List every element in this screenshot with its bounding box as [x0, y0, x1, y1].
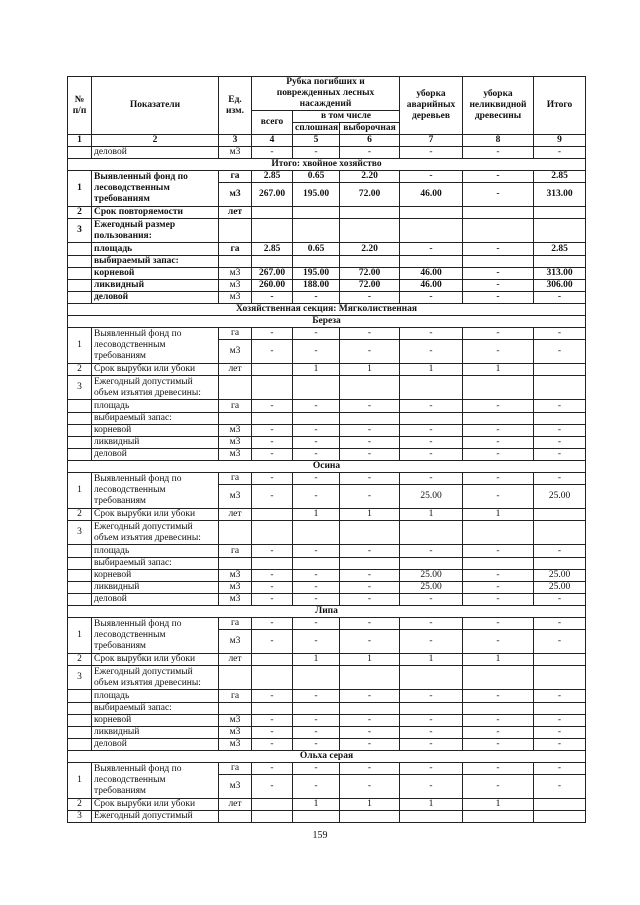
- header-total: Итого: [534, 77, 586, 135]
- table-row: 1 Выявленный фонд по лесоводственным требованиям га 2.85 0.65 2.20 - - 2.85: [68, 171, 586, 183]
- conifer-total-title: Итого: хвойное хозяйство: [68, 159, 586, 171]
- table-row: м3 - - - 25.00 - 25.00: [68, 485, 586, 509]
- table-row: ликвидный м3 260.00 188.00 72.00 46.00 - 306.00: [68, 280, 586, 292]
- forest-use-table: [67, 76, 586, 823]
- header-unit: Ед. изм.: [219, 77, 252, 135]
- table-row: м3 267.00 195.00 72.00 46.00 - 313.00: [68, 183, 586, 207]
- table-row: 2 Срок повторяемости лет: [68, 207, 586, 219]
- header-all: всего: [252, 111, 293, 135]
- header-illiquid-wood: уборка неликвидной древесины: [463, 77, 534, 135]
- table-row: 2 Срок вырубки или убоки лет 1 1 1 1: [68, 654, 586, 666]
- table-row: корневой м3 - - - - - -: [68, 715, 586, 727]
- page-number: 159: [312, 830, 328, 841]
- table-row: деловой м3 - - - - - -: [68, 147, 586, 159]
- table-row: площадь га - - - - - -: [68, 690, 586, 703]
- table-row: ликвидный м3 - - - 25.00 - 25.00: [68, 582, 586, 594]
- table-row: корневой м3 267.00 195.00 72.00 46.00 - 313.00: [68, 268, 586, 280]
- species-title: Ольха серая: [68, 751, 586, 763]
- table-row: 1 Выявленный фонд по лесоводственным требованиям га - - - - - -: [68, 763, 586, 775]
- header-including: в том числе: [293, 111, 400, 123]
- header-emergency-trees: уборка аварийных деревьев: [400, 77, 463, 135]
- table-row: выбираемый запас:: [68, 703, 586, 715]
- table-row: 3 Ежегодный размер пользования:: [68, 219, 586, 243]
- species-title: Осина: [68, 461, 586, 473]
- table-row: 3 Ежегодный допустимый объем изъятия древесины:: [68, 666, 586, 690]
- section-title: Хозяйственная секция: Мягколиственная: [68, 304, 586, 316]
- table-row: выбираемый запас:: [68, 256, 586, 268]
- header-number: № п/п: [68, 77, 92, 135]
- table-row: выбираемый запас:: [68, 413, 586, 425]
- table-row: деловой м3 - - - - - -: [68, 449, 586, 461]
- table-row: корневой м3 - - - 25.00 - 25.00: [68, 570, 586, 582]
- table-row: ликвидный м3 - - - - - -: [68, 727, 586, 739]
- species-title: Береза: [68, 316, 586, 328]
- table-row: деловой м3 - - - - - -: [68, 739, 586, 751]
- table-row: выбираемый запас:: [68, 558, 586, 570]
- table-row: площадь га - - - - - -: [68, 545, 586, 558]
- table-row: корневой м3 - - - - - -: [68, 425, 586, 437]
- table-row: 1 Выявленный фонд по лесоводственным требованиям га - - - - - -: [68, 618, 586, 630]
- table-row: м3 - - - - - -: [68, 340, 586, 364]
- table-row: 3 Ежегодный допустимый: [68, 811, 586, 823]
- header-clear-cut: сплошная: [293, 123, 340, 135]
- table-row: 2 Срок вырубки или убоки лет 1 1 1 1: [68, 364, 586, 376]
- table-row: 1 Выявленный фонд по лесоводственным требованиям га - - - - - -: [68, 328, 586, 340]
- table-row: деловой м3 - - - - - -: [68, 292, 586, 304]
- table-row: площадь га 2.85 0.65 2.20 - - 2.85: [68, 243, 586, 256]
- column-numbers-row: 1 2 3 4 5 6 7 8 9: [68, 135, 586, 147]
- table-row: деловой м3 - - - - - -: [68, 594, 586, 606]
- table-row: 3 Ежегодный допустимый объем изъятия древесины:: [68, 521, 586, 545]
- table-row: 1 Выявленный фонд по лесоводственным требованиям га - - - - - -: [68, 473, 586, 485]
- header-indicators: Показатели: [92, 77, 219, 135]
- header-selective: выборочная: [340, 123, 400, 135]
- table-row: м3 - - - - - -: [68, 630, 586, 654]
- table-row: 2 Срок вырубки или убоки лет 1 1 1 1: [68, 799, 586, 811]
- table-row: 2 Срок вырубки или убоки лет 1 1 1 1: [68, 509, 586, 521]
- table-row: площадь га - - - - - -: [68, 400, 586, 413]
- table-row: ликвидный м3 - - - - - -: [68, 437, 586, 449]
- table-row: м3 - - - - - -: [68, 775, 586, 799]
- header-cutting-group: Рубка погибших и поврежденных лесных насаждений: [252, 77, 400, 111]
- species-title: Липа: [68, 606, 586, 618]
- table-row: 3 Ежегодный допустимый объем изъятия древесины:: [68, 376, 586, 400]
